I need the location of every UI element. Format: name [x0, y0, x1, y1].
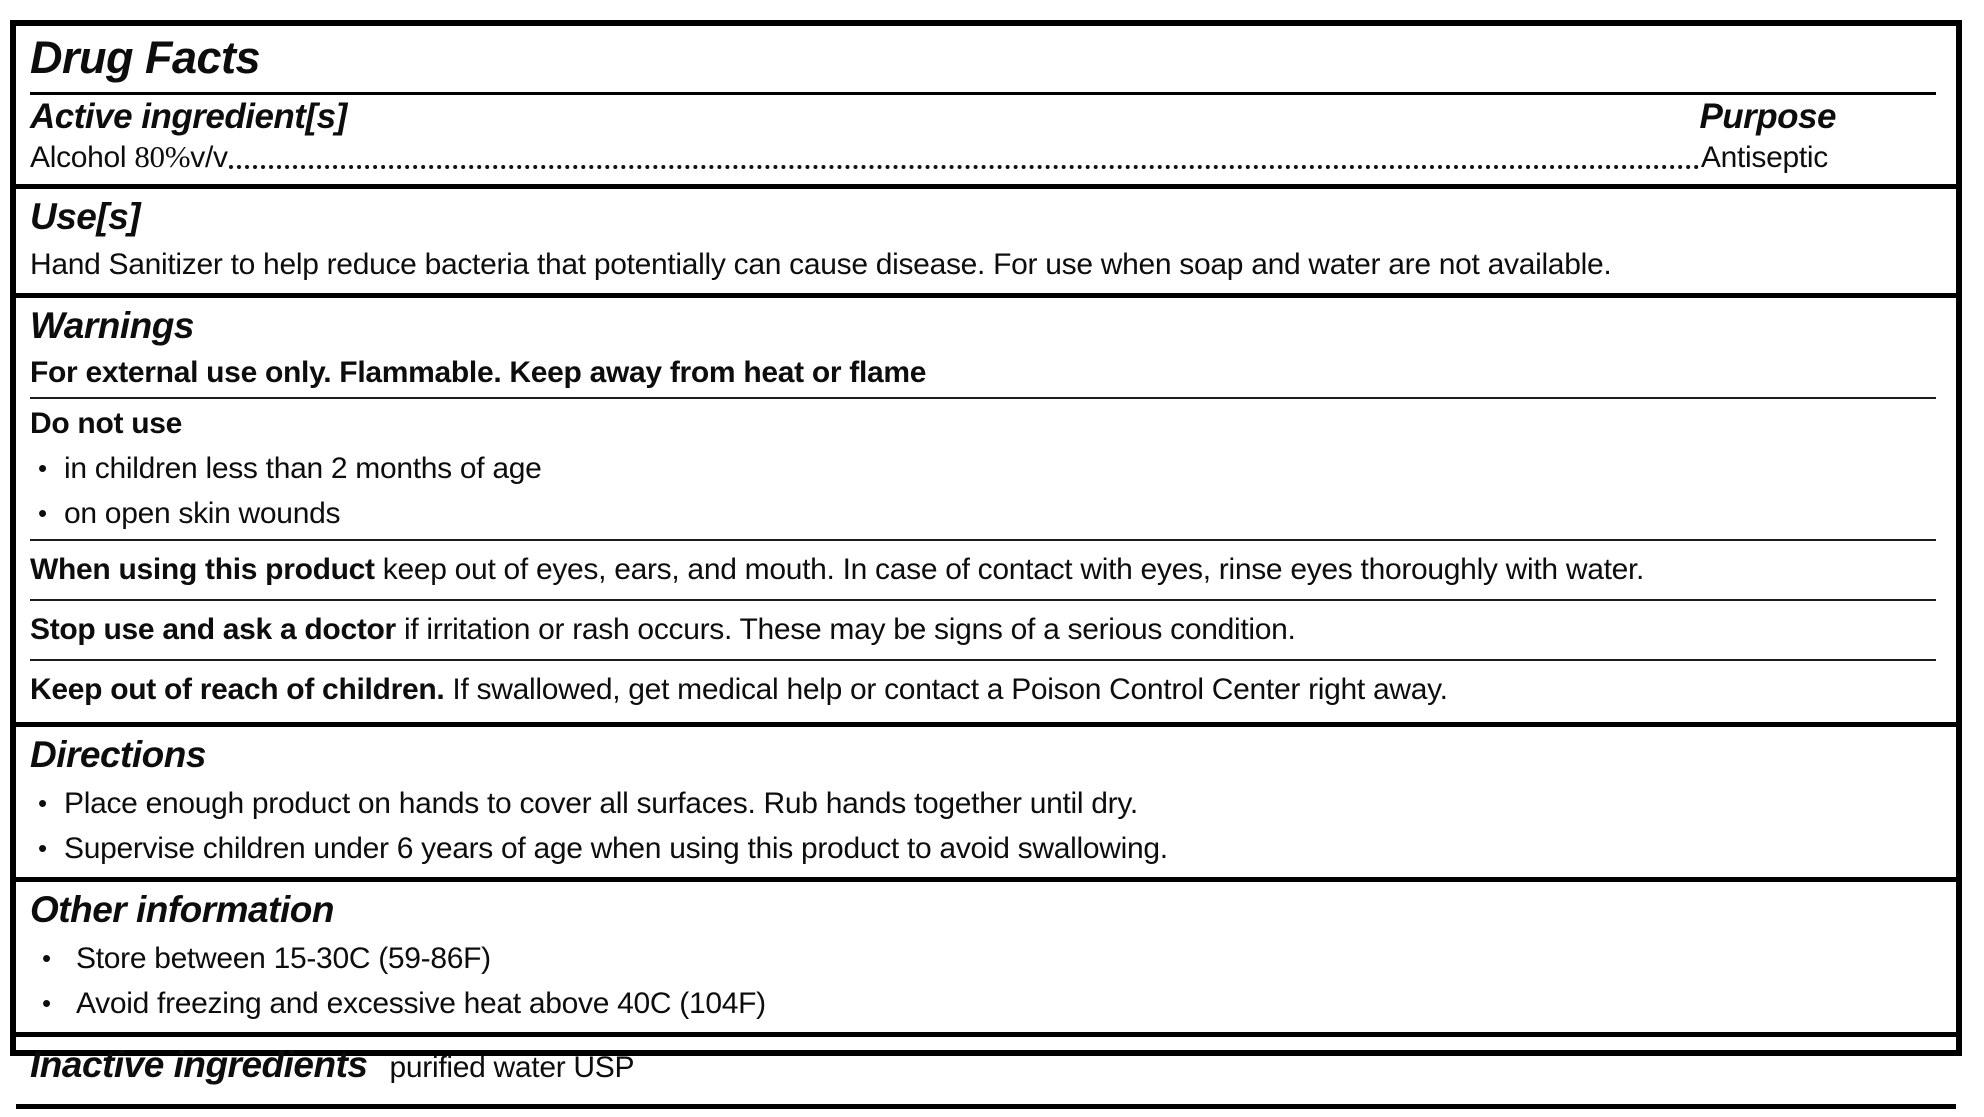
directions-item — [30, 826, 1936, 871]
do-not-use-item-text: in children less than 2 months of age — [64, 452, 542, 485]
inactive-text: purified water USP — [389, 1051, 635, 1084]
bullet-icon: • — [42, 943, 51, 973]
ingredient-strength: 80% — [134, 139, 191, 174]
purpose-heading: Purpose — [1699, 97, 1836, 136]
do-not-use-item-text: on open skin wounds — [64, 497, 341, 530]
other-information-item — [30, 981, 1936, 1026]
stop-use-text — [30, 613, 1296, 646]
stop-use-line — [30, 604, 1936, 656]
directions-item-text: Supervise children under 6 years of age when using this product to avoid swallowing. — [64, 832, 1168, 865]
section-warnings — [16, 293, 1956, 722]
other-information-item-text: Avoid freezing and excessive heat above 40C (104F) — [76, 987, 766, 1020]
warnings-divider — [30, 599, 1936, 601]
warnings-divider — [30, 397, 1936, 399]
ingredient-suffix: v/v — [190, 141, 228, 174]
uses-text: Hand Sanitizer to help reduce bacteria that potentially can cause disease. For use when soap and water are not available. — [30, 248, 1612, 281]
do-not-use-lead: Do not use — [30, 407, 182, 440]
bullet-icon: • — [42, 988, 51, 1018]
empty-row — [16, 1104, 1956, 1117]
inactive-heading: Inactive ingredients — [30, 1044, 368, 1085]
directions-item — [30, 781, 1936, 826]
bullet-icon: • — [38, 453, 47, 483]
keep-out-line — [30, 664, 1936, 716]
section-uses — [16, 184, 1956, 293]
warnings-divider — [30, 539, 1936, 541]
ingredient-row — [30, 137, 1936, 178]
warnings-heading: Warnings — [30, 305, 194, 346]
title-divider — [30, 92, 1936, 95]
bullet-icon: • — [38, 833, 47, 863]
panel-title: Drug Facts — [30, 32, 261, 83]
section-directions — [16, 722, 1956, 877]
stop-use-rest: if irritation or rash occurs. These may be signs of a serious condition. — [395, 613, 1296, 646]
ingredient-name — [30, 137, 228, 178]
bullet-icon: • — [38, 498, 47, 528]
when-using-text — [30, 553, 1644, 586]
other-information-heading: Other information — [30, 889, 334, 930]
directions-item-text: Place enough product on hands to cover all surfaces. Rub hands together until dry. — [64, 787, 1138, 820]
keep-out-lead: Keep out of reach of children. — [30, 673, 445, 706]
drug-facts-panel — [10, 20, 1962, 1085]
when-using-line — [30, 544, 1936, 596]
section-inactive-ingredients — [16, 1032, 1956, 1104]
other-information-item-text: Store between 15-30C (59-86F) — [76, 942, 491, 975]
section-active-ingredient — [16, 26, 1956, 184]
dot-leader — [229, 165, 1700, 169]
ingredient-name-text: Alcohol — [30, 141, 135, 174]
stop-use-lead: Stop use and ask a doctor — [30, 613, 396, 646]
when-using-rest: keep out of eyes, ears, and mouth. In case of contact with eyes, rinse eyes thoroughly with water. — [374, 553, 1645, 586]
keep-out-text — [30, 673, 1448, 706]
other-information-item — [30, 936, 1936, 981]
do-not-use-item — [30, 491, 1936, 536]
active-headers-row — [30, 97, 1936, 137]
do-not-use-item — [30, 446, 1936, 491]
inactive-row — [30, 1039, 1936, 1098]
uses-heading: Use[s] — [30, 196, 141, 237]
purpose-value: Antiseptic — [1700, 141, 1828, 174]
when-using-lead: When using this product — [30, 553, 375, 586]
active-ingredient-heading: Active ingredient[s] — [30, 97, 347, 136]
keep-out-rest: If swallowed, get medical help or contact a Poison Control Center right away. — [444, 673, 1448, 706]
bullet-icon: • — [38, 788, 47, 818]
section-other-information — [16, 877, 1956, 1032]
warnings-divider — [30, 659, 1936, 661]
warnings-flammable: For external use only. Flammable. Keep away from heat or flame — [30, 356, 927, 389]
directions-heading: Directions — [30, 734, 206, 775]
